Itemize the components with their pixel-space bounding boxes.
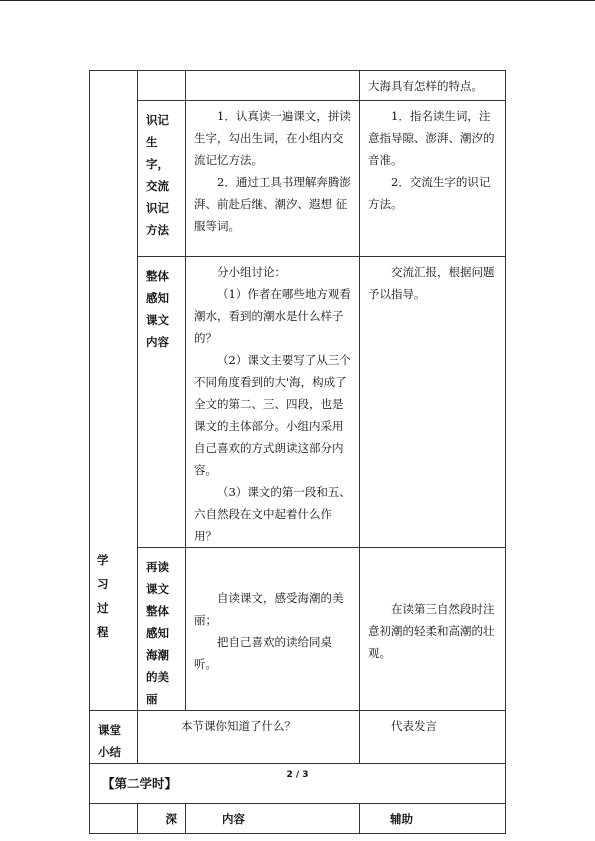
student-text: 1．认真读一遍课文，拼读生字，勾出生词，在小组内交流记忆方法。 bbox=[194, 109, 351, 167]
table-row bbox=[90, 804, 506, 834]
process-label bbox=[89, 548, 137, 658]
teacher-cell bbox=[360, 101, 506, 257]
student-cell bbox=[186, 548, 360, 711]
empty-cell bbox=[138, 71, 186, 101]
teacher-text: 大海具有怎样的特点。 bbox=[368, 79, 483, 93]
teacher-text: 在读第三自然段时注意初潮的轻柔和高潮的壮观。 bbox=[368, 602, 495, 660]
student-cell bbox=[186, 101, 360, 257]
teacher-cell bbox=[360, 548, 506, 711]
table-row bbox=[90, 101, 506, 257]
student-text: 把自己喜欢的读给同桌听。 bbox=[194, 635, 332, 671]
table-row bbox=[90, 71, 506, 101]
process-char: 习 bbox=[97, 577, 109, 591]
teacher-text: 1．指名读生词，注意指导隙、澎湃、潮汐的音准。 bbox=[368, 109, 495, 167]
student-text: 自读课文，感受海潮的美丽； bbox=[194, 591, 344, 627]
teacher-cell bbox=[360, 711, 506, 764]
student-cell bbox=[138, 711, 360, 764]
header-cell: 辅助 bbox=[360, 804, 506, 834]
student-text: 2．通过工具书理解奔腾澎湃、前赴后继、潮汐、遐想 征服等词。 bbox=[194, 175, 351, 233]
row-label: 再读课文整体感知海潮的美丽 bbox=[138, 548, 186, 711]
header-cell: 内容 bbox=[186, 804, 360, 834]
row-label: 整体感知课文内容 bbox=[138, 257, 186, 548]
student-text: （1）作者在哪些地方观看潮水，看到的潮水是什么样子的？ bbox=[194, 287, 351, 345]
teacher-text: 交流汇报，根据问题予以指导。 bbox=[368, 265, 495, 301]
top-rule bbox=[0, 0, 595, 1]
header-cell: 深 bbox=[138, 804, 186, 834]
table-row bbox=[90, 548, 506, 711]
empty-cell bbox=[186, 71, 360, 101]
teacher-cell bbox=[360, 257, 506, 548]
row-label: 识记生字，交流识记方法 bbox=[138, 101, 186, 257]
empty-cell bbox=[90, 804, 138, 834]
teacher-text: 2．交流生字的识记方法。 bbox=[368, 175, 491, 211]
teacher-cell bbox=[360, 71, 506, 101]
process-char: 学 bbox=[97, 553, 109, 567]
table-row bbox=[90, 711, 506, 764]
lesson-plan-table bbox=[89, 70, 506, 834]
section-heading: 【第二学时】 bbox=[90, 764, 506, 804]
row-label: 课堂小结 bbox=[90, 711, 138, 764]
student-text: 分小组讨论： bbox=[217, 265, 286, 279]
process-char: 程 bbox=[97, 625, 109, 639]
student-text: （2）课文主要写了从三个不同角度看到的大'海，构成了全文的第二、三、四段，也是课文的主体部分。小组内采用自己喜欢的方式朗读这部分内容。 bbox=[194, 353, 351, 477]
student-text: （3）课文的第一段和五、六自然段在文中起着什么作用？ bbox=[194, 485, 351, 543]
process-char: 过 bbox=[97, 601, 109, 615]
student-cell bbox=[186, 257, 360, 548]
student-text: 本节课你知道了什么？ bbox=[181, 719, 296, 733]
table-row bbox=[90, 257, 506, 548]
teacher-text: 代表发言 bbox=[391, 719, 437, 733]
page-number: 2 / 3 bbox=[286, 770, 309, 780]
